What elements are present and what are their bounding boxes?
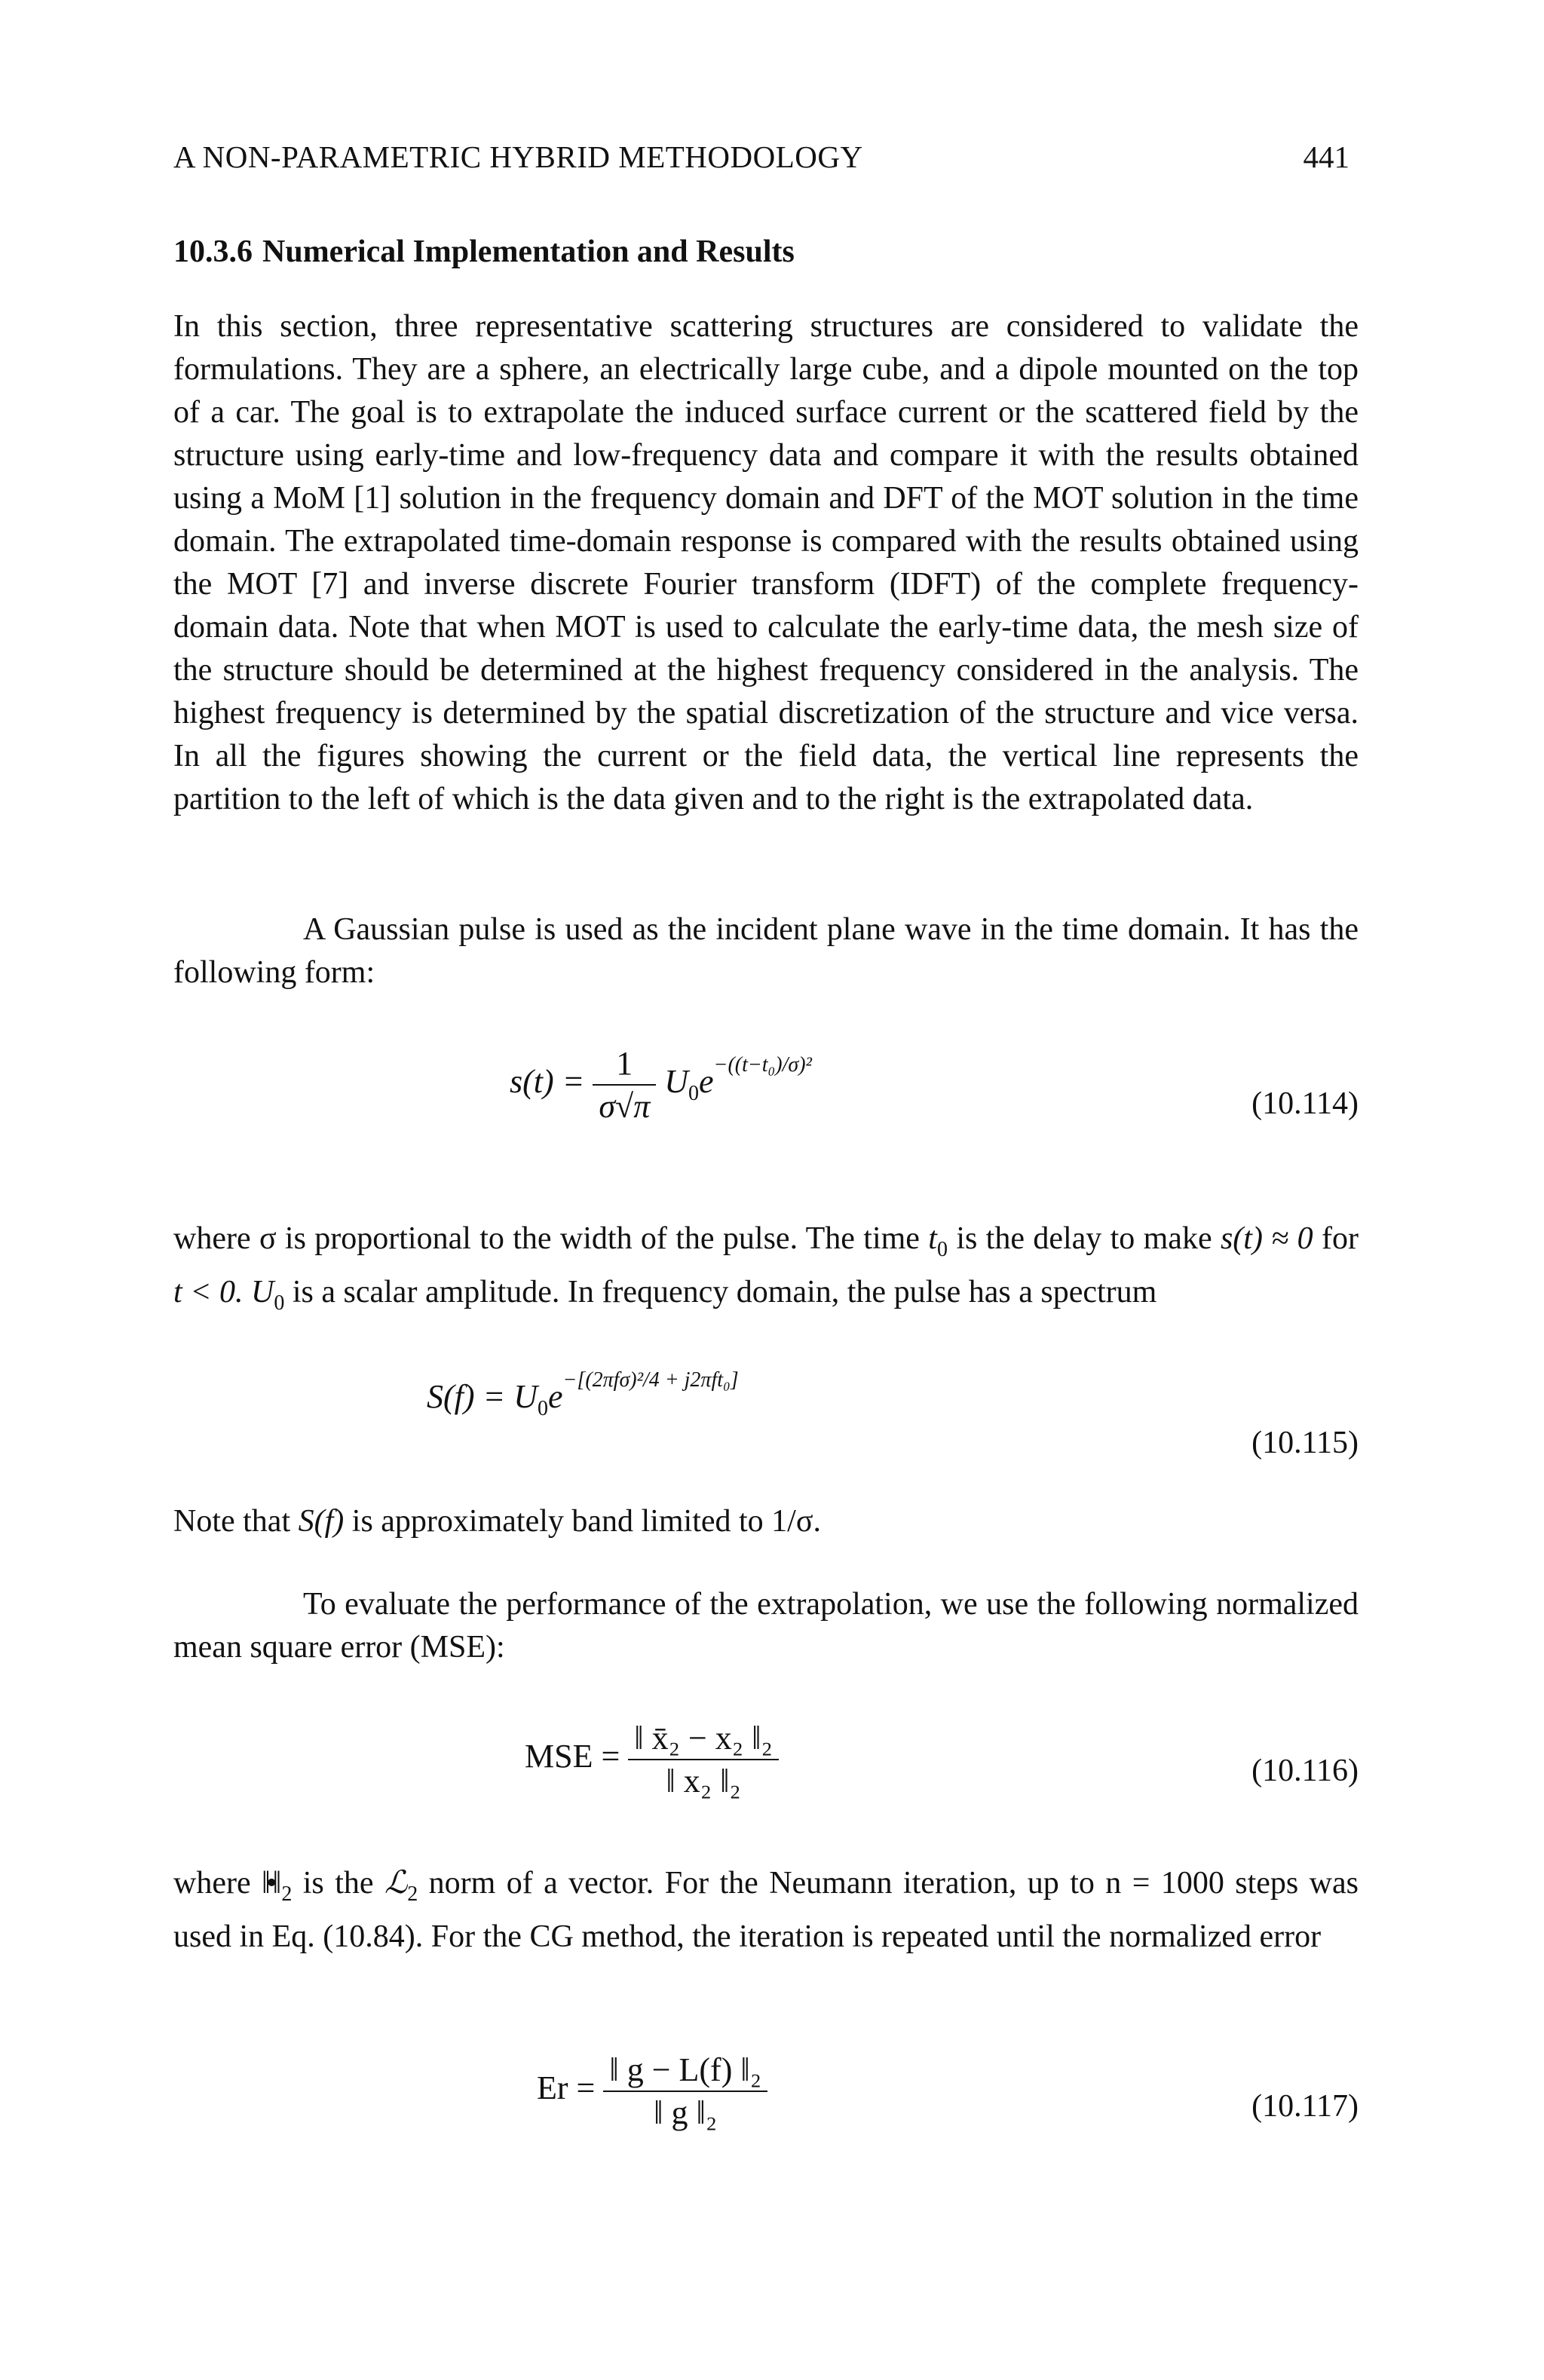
p6-text-c: norm of a vector. For the Neumann iteration, up to n = 1000 steps was used in Eq. (10.84). For the CG method, the iteration is repeated until the normalized error xyxy=(173,1866,1359,1954)
equation-number-10-114: (10.114) xyxy=(1251,1086,1359,1121)
p3-text-b: is the delay to make xyxy=(947,1221,1221,1256)
eq-114-fraction xyxy=(593,1044,656,1126)
paragraph-pulse-description: where σ is proportional to the width of the pulse. The time $t_0$ is the delay to make s(t) ≈ 0 for t < 0. $U_0$ is a scalar amplitude. In frequency domain, the pulse has a spectrum xyxy=(173,1221,1359,1315)
eq-116-denominator: ‖ x₂ ‖₂ xyxy=(666,1763,741,1800)
l2-symbol: ℒ xyxy=(384,1866,408,1901)
paragraph-gaussian-pulse: A Gaussian pulse is used as the incident plane wave in the time domain. It has the following form: xyxy=(173,912,1359,990)
equation-number-10-117: (10.117) xyxy=(1251,2089,1359,2124)
equation-10-115: $S(f) = U_0e^{-[(2\pi f\sigma)^2/4 + j2\pi ft_0]}$ xyxy=(427,1368,739,1420)
equation-number-10-116: (10.116) xyxy=(1251,1754,1359,1788)
equation-10-117 xyxy=(537,2051,767,2132)
p3-text-d: is a scalar amplitude. In frequency domain, the pulse has a spectrum xyxy=(284,1275,1157,1309)
paragraph-band-limit xyxy=(173,1500,1359,1543)
eq-114-exponent: −((t−t₀)/σ)² xyxy=(713,1053,812,1077)
paragraph-intro: In this section, three representative scattering structures are considered to validate the formulations. They are a sphere, an electrically large cube, and a dipole mounted on the top of a car. The goal is to extrapolate the induced surface current or the scattered field by the structure using early-time and low-frequency data and compare it with the results obtained using a MoM [1] solution in the frequency domain and DFT of the MOT solution in the time domain. The extrapolated time-domain response is compared with the results obtained using the MOT [7] and inverse discrete Fourier transform (IDFT) of the complete frequency-domain data. Note that when MOT is used to calculate the early-time data, the mesh size of the structure should be determined at the highest frequency considered in the analysis. The highest frequency is determined by the spatial discretization of the structure and vice versa. In all the figures showing the current or the field data, the vertical line represents the partition to the left of which is the data given and to the right is the extrapolated data. xyxy=(173,309,1359,816)
t-less-zero: t < 0. xyxy=(173,1275,244,1309)
t0-symbol: t xyxy=(928,1221,937,1256)
eq-116-fraction xyxy=(628,1719,779,1800)
running-header xyxy=(173,139,1349,184)
paragraph-mse-intro: To evaluate the performance of the extrapolation, we use the following normalized mean square error (MSE): xyxy=(173,1587,1359,1665)
eq-114-lhs: s(t) = xyxy=(510,1063,585,1101)
page-number: 441 xyxy=(1303,139,1349,174)
norm-symbol: ‖•‖ xyxy=(262,1866,277,1901)
spectrum-symbol: S(f) xyxy=(298,1504,345,1539)
p6-text-a: where xyxy=(173,1866,262,1901)
equation-10-116 xyxy=(525,1719,779,1800)
eq-115-exponent: −[(2πfσ)²/4 + j2πft₀] xyxy=(562,1368,739,1392)
section-number: 10.3.6 xyxy=(173,234,253,269)
p3-text-c: for xyxy=(1313,1221,1359,1256)
equation-number-10-115: (10.115) xyxy=(1251,1426,1359,1460)
eq-116-numerator: ‖ x̄₂ − x₂ ‖₂ xyxy=(628,1719,779,1760)
eq-117-denominator: ‖ g ‖₂ xyxy=(654,2094,718,2131)
s-approx-zero: s(t) ≈ 0 xyxy=(1220,1221,1313,1256)
eq-117-numerator: ‖ g − L(f) ‖₂ xyxy=(603,2051,767,2092)
p3-text-a: where σ is proportional to the width of the pulse. The time xyxy=(173,1221,929,1256)
eq-114-denominator: σ√π xyxy=(599,1088,651,1125)
running-title: A NON-PARAMETRIC HYBRID METHODOLOGY xyxy=(173,139,863,174)
eq-117-lhs: Er = xyxy=(537,2069,596,2107)
p4-text-b: is approximately band limited to 1/σ. xyxy=(344,1504,821,1539)
eq-117-fraction xyxy=(603,2051,767,2132)
equation-10-114: s(t) = $\frac{1}{\sigma√\pi}$ $U_0e^{-((t-t_0)/\sigma)^2}$ xyxy=(510,1045,812,1125)
p6-text-b: is the xyxy=(292,1866,384,1901)
section-heading xyxy=(173,234,795,270)
u0-symbol: U xyxy=(251,1275,274,1309)
paragraph-norm-definition: where ‖•‖ $_2$ is the ℒ$_2$ norm of a vector. For the Neumann iteration, up to n = 1000 steps was used in Eq. (10.84). For the CG method, the iteration is repeated until the normalized error xyxy=(173,1866,1359,1954)
eq-116-lhs: MSE = xyxy=(525,1738,620,1775)
eq-114-rhs: U xyxy=(664,1063,689,1101)
eq-114-numerator: 1 xyxy=(593,1044,656,1086)
p4-text-a: Note that xyxy=(173,1504,299,1539)
section-title: Numerical Implementation and Results xyxy=(262,234,795,269)
eq-115-lhs: S(f) = U xyxy=(427,1378,538,1415)
